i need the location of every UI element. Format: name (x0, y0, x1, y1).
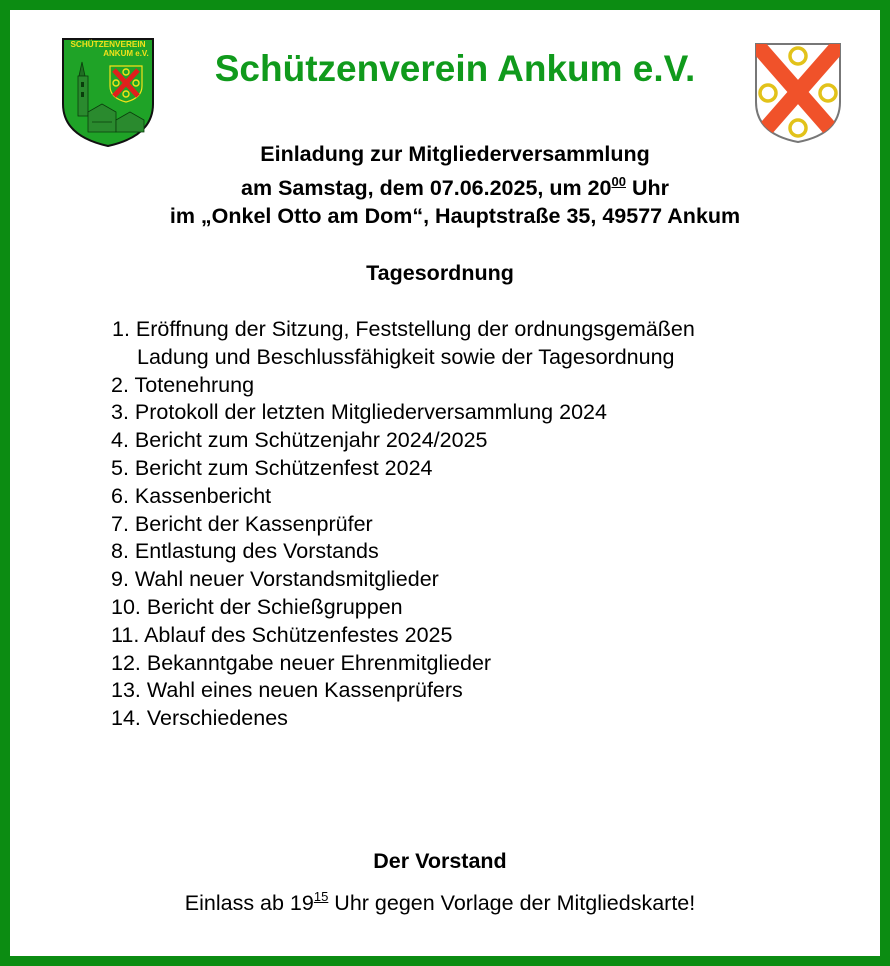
agenda-item: 5. Bericht zum Schützenfest 2024 (111, 455, 433, 480)
agenda-item: 2. Totenehrung (111, 372, 255, 397)
emblem-text-line1: SCHÜTZENVEREIN (70, 40, 146, 49)
invitation-time-minutes: 00 (611, 174, 626, 189)
invitation-line-1: Einladung zur Mitgliederversammlung (260, 142, 650, 166)
agenda-item: 3. Protokoll der letzten Mitgliederversammlung 2024 (111, 400, 607, 425)
invitation-line-2 (10, 168, 890, 202)
club-emblem-icon (60, 36, 156, 148)
agenda-item: 13. Wahl eines neuen Kassenprüfers (111, 678, 463, 703)
agenda-item: 8. Entlastung des Vorstands (111, 539, 379, 564)
invitation-date-text: am Samstag, dem 07.06.2025, um 20 (241, 176, 612, 200)
agenda-item-continuation: Ladung und Beschlussfähigkeit sowie der Tagesordnung (137, 344, 675, 369)
entry-time-minutes: 15 (313, 889, 329, 904)
invitation-line-3: im „Onkel Otto am Dom“, Hauptstraße 35, 49577 Ankum (169, 204, 741, 228)
agenda-list (111, 316, 695, 733)
agenda-item: 11. Ablauf des Schützenfestes 2025 (111, 622, 453, 647)
agenda-item: 12. Bekanntgabe neuer Ehrenmitglieder (111, 650, 492, 675)
agenda-item: 6. Kassenbericht (111, 483, 272, 508)
agenda-item: 1. Eröffnung der Sitzung, Feststellung der ordnungsgemäßen (112, 317, 695, 341)
agenda-item: 14. Verschiedenes (111, 706, 288, 731)
emblem-text-line2: ANKUM e.V. (103, 49, 149, 58)
board-signature: Der Vorstand (373, 849, 507, 873)
club-title: Schützenverein Ankum e.V. (214, 48, 696, 89)
agenda-item: 10. Bericht der Schießgruppen (111, 594, 403, 619)
agenda-item: 7. Bericht der Kassenprüfer (111, 511, 373, 536)
entry-text-after: Uhr gegen Vorlage der Mitgliedskarte! (328, 891, 696, 915)
agenda-heading: Tagesordnung (366, 261, 514, 285)
entry-notice (10, 889, 870, 916)
entry-text-before: Einlass ab 19 (184, 891, 314, 915)
invitation-time-suffix: Uhr (625, 176, 669, 200)
agenda-item: 4. Bericht zum Schützenjahr 2024/2025 (111, 428, 488, 453)
agenda-item: 9. Wahl neuer Vorstandsmitglieder (111, 567, 439, 592)
coat-of-arms-icon (752, 40, 844, 144)
invitation-block (10, 140, 890, 230)
